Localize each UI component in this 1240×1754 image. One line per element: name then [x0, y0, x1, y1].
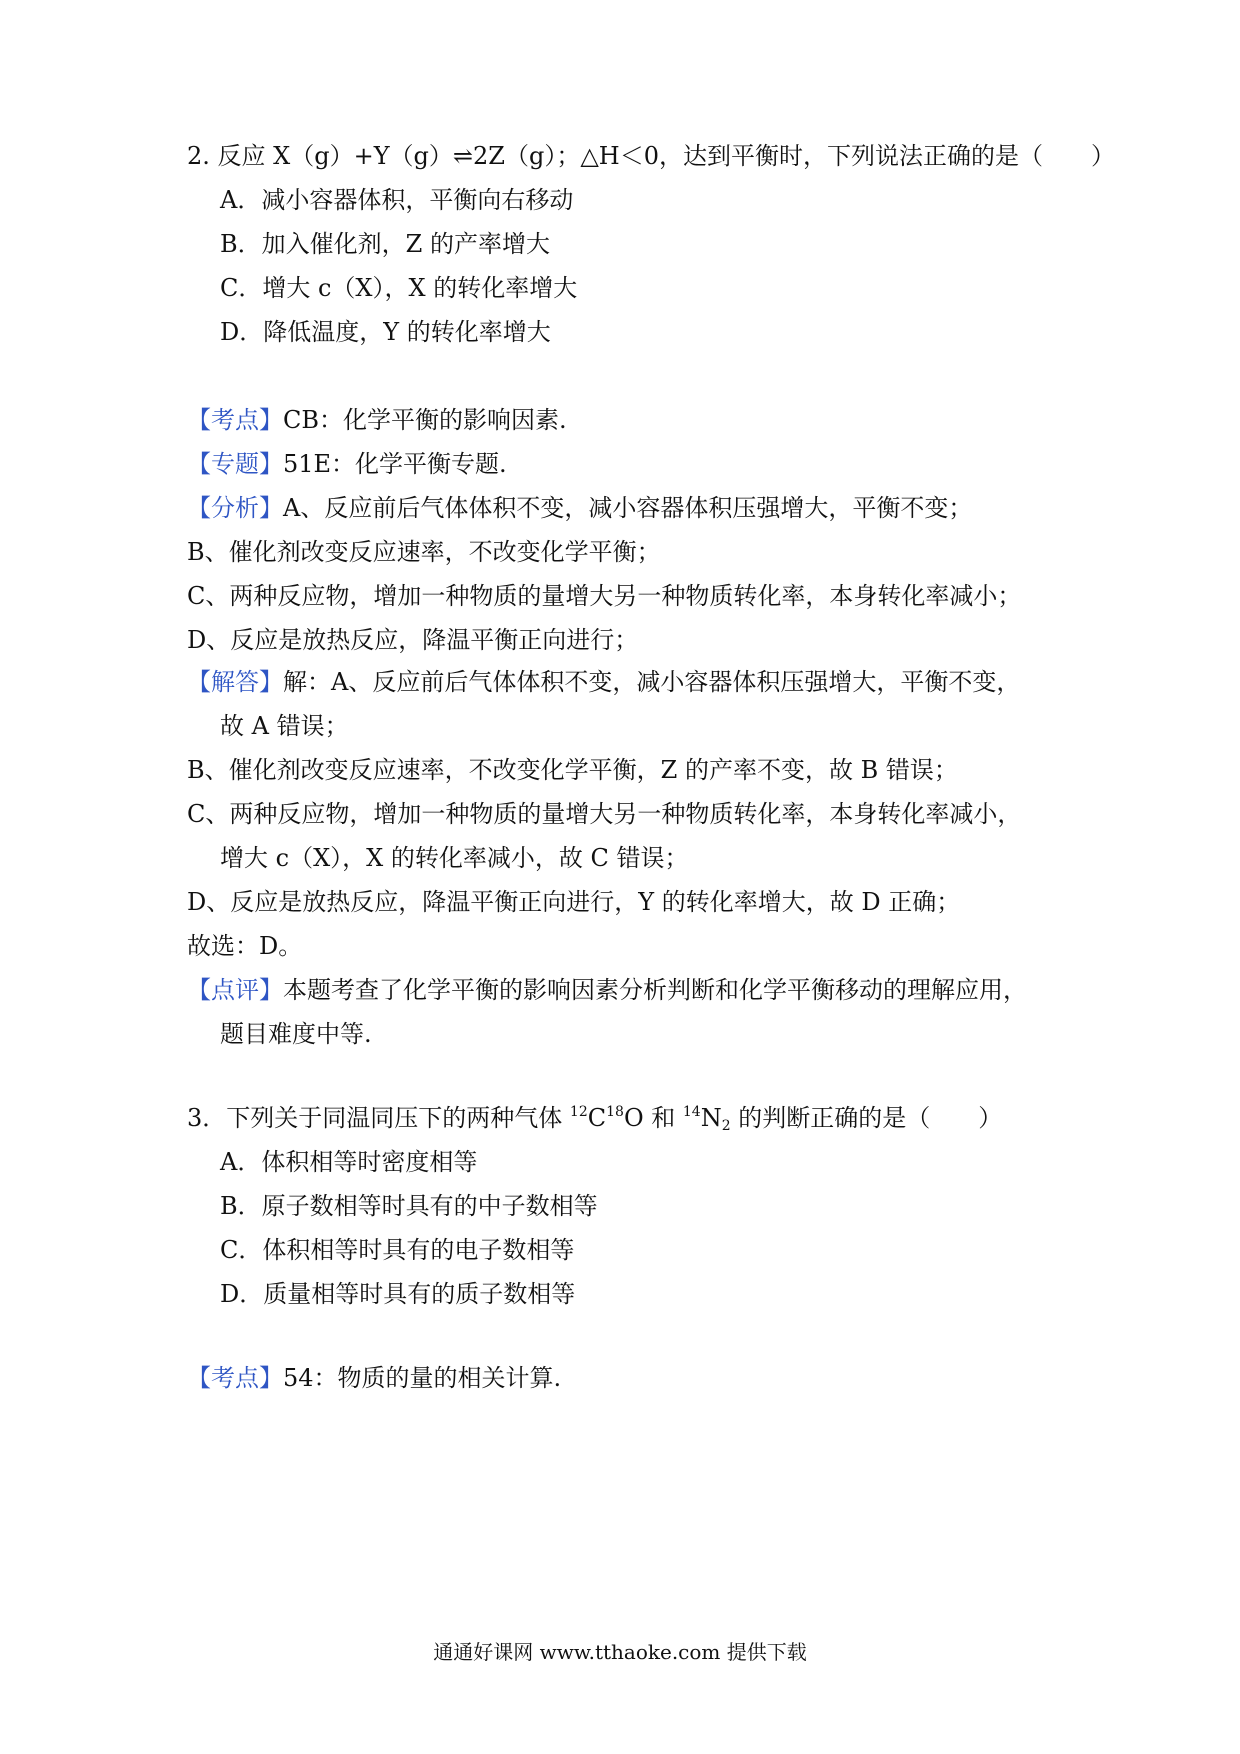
fenxi-line-4: D、反应是放热反应，降温平衡正向进行；: [187, 626, 639, 654]
fenxi-line-3: C、两种反应物，增加一种物质的量增大另一种物质转化率，本身转化率减小；: [187, 582, 1022, 610]
jieda-line-5: 增大 c（X），X 的转化率减小，故 C 错误；: [220, 844, 689, 872]
fenxi-tag: 【分析】: [187, 494, 283, 522]
q2-zhuanti: [187, 448, 507, 480]
jieda-line-7: 故选：D。: [187, 932, 303, 960]
q3-o-and: O 和: [623, 1104, 683, 1132]
q3-option-d: D．质量相等时具有的质子数相等: [220, 1280, 576, 1308]
jieda-line-1: 解：A、反应前后气体体积不变，减小容器体积压强增大，平衡不变，: [283, 668, 1021, 696]
q2-option-c: C．增大 c（X），X 的转化率增大: [220, 274, 578, 302]
q2-option-b: B．加入催化剂，Z 的产率增大: [220, 230, 550, 258]
q3-n: N: [700, 1104, 722, 1132]
dianping-line-1: 本题考查了化学平衡的影响因素分析判断和化学平衡移动的理解应用，: [283, 976, 1027, 1004]
q3-stem: [187, 1102, 1002, 1134]
fenxi-line-1: A、反应前后气体体积不变，减小容器体积压强增大，平衡不变；: [283, 494, 973, 522]
dianping-tag: 【点评】: [187, 976, 283, 1004]
dianping-line-2: 题目难度中等.: [220, 1020, 372, 1048]
q3-option-a: A．体积相等时密度相等: [220, 1148, 478, 1176]
zhuanti-text: 51E：化学平衡专题.: [283, 450, 507, 478]
jieda-tag: 【解答】: [187, 668, 283, 696]
q3-stem-post: 的判断正确的是（ ）: [730, 1104, 1003, 1132]
q3-option-b: B．原子数相等时具有的中子数相等: [220, 1192, 598, 1220]
q3-sup-14: 14: [682, 1104, 701, 1120]
q3-sup-12: 12: [569, 1104, 588, 1120]
kaodian-tag: 【考点】: [187, 406, 283, 434]
q2-kaodian: [187, 404, 567, 436]
q2-option-d: D．降低温度，Y 的转化率增大: [220, 318, 551, 346]
q2-stem: 2. 反应 X（g）+Y（g）⇌2Z（g）；△H＜0，达到平衡时，下列说法正确的是（ ）: [187, 142, 1115, 170]
q3-kaodian: [187, 1362, 561, 1394]
jieda-line-2: 故 A 错误；: [220, 712, 349, 740]
fenxi-line-2: B、催化剂改变反应速率，不改变化学平衡；: [187, 538, 661, 566]
q3-sub-2: 2: [721, 1118, 731, 1134]
q2-fenxi: [187, 492, 972, 524]
jieda-line-3: B、催化剂改变反应速率，不改变化学平衡，Z 的产率不变，故 B 错误；: [187, 756, 958, 784]
q2-jieda: [187, 666, 1020, 698]
footer-watermark: 通通好课网 www.tthaoke.com 提供下载: [433, 1640, 807, 1664]
q3-kaodian-text: 54：物质的量的相关计算.: [283, 1364, 562, 1392]
q2-option-a: A．减小容器体积，平衡向右移动: [220, 186, 574, 214]
kaodian-text: CB：化学平衡的影响因素.: [283, 406, 567, 434]
q3-option-c: C．体积相等时具有的电子数相等: [220, 1236, 575, 1264]
q3-c: C: [587, 1104, 607, 1132]
jieda-line-4: C、两种反应物，增加一种物质的量增大另一种物质转化率，本身转化率减小，: [187, 800, 1022, 828]
zhuanti-tag: 【专题】: [187, 450, 283, 478]
jieda-line-6: D、反应是放热反应，降温平衡正向进行，Y 的转化率增大，故 D 正确；: [187, 888, 961, 916]
q3-sup-18: 18: [606, 1104, 624, 1120]
q3-stem-pre: 3．下列关于同温同压下的两种气体: [187, 1104, 570, 1132]
q2-dianping: [187, 974, 1027, 1006]
q3-kaodian-tag: 【考点】: [187, 1364, 283, 1392]
